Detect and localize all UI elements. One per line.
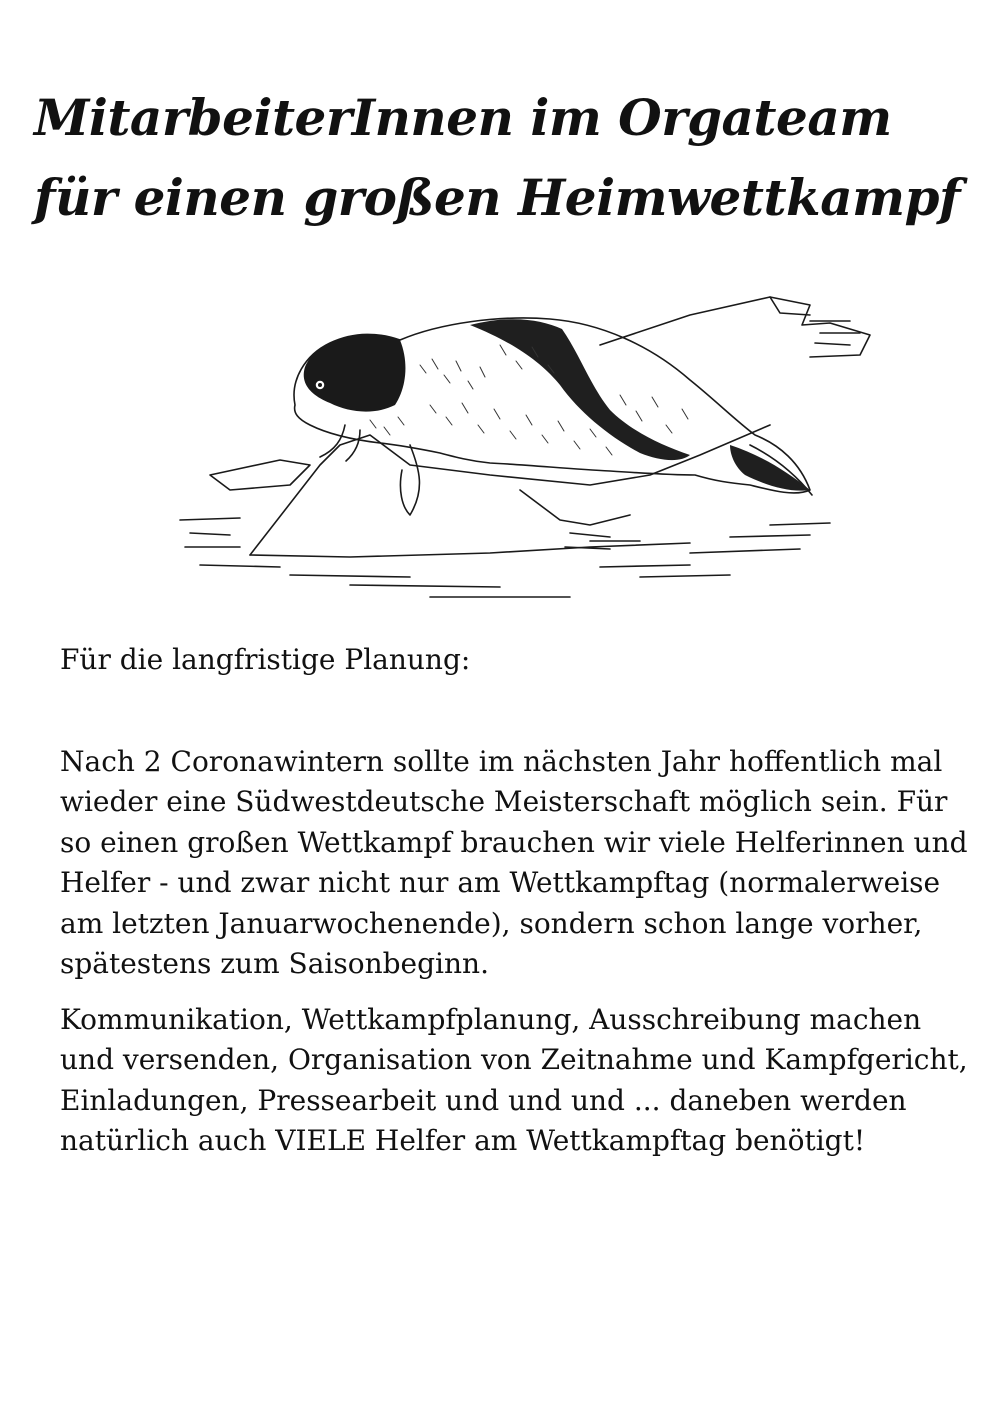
page-title	[34, 78, 984, 238]
body-text	[60, 640, 970, 1162]
paragraph-1: Nach 2 Coronawintern sollte im nächsten Jahr hoffentlich mal wieder eine Südwestdeutsche Meisterschaft möglich sein. Für so einen großen Wettkampf brauchen wir viele Helferinnen und Helfer - und zwar nicht nur am Wettkampftag (normalerweise am letzten Januarwochenende), sondern schon lange vorher, spätestens zum Saisonbeginn.	[60, 744, 968, 980]
seal-on-ice-icon	[170, 285, 890, 605]
seal-illustration	[170, 285, 890, 605]
intro-line: Für die langfristige Planung:	[60, 643, 471, 676]
page-title-line-1: MitarbeiterInnen im Orgateam	[34, 88, 892, 147]
page-title-line-2: für einen großen Heimwettkampf	[34, 168, 960, 227]
paragraph-2: Kommunikation, Wettkampfplanung, Ausschreibung machen und versenden, Organisation von Zeitnahme und Kampfgericht, Einladungen, Pressearbeit und und und ... daneben werden natürlich auch VIELE Helfer am Wettkampftag benötigt!	[60, 1002, 968, 1157]
